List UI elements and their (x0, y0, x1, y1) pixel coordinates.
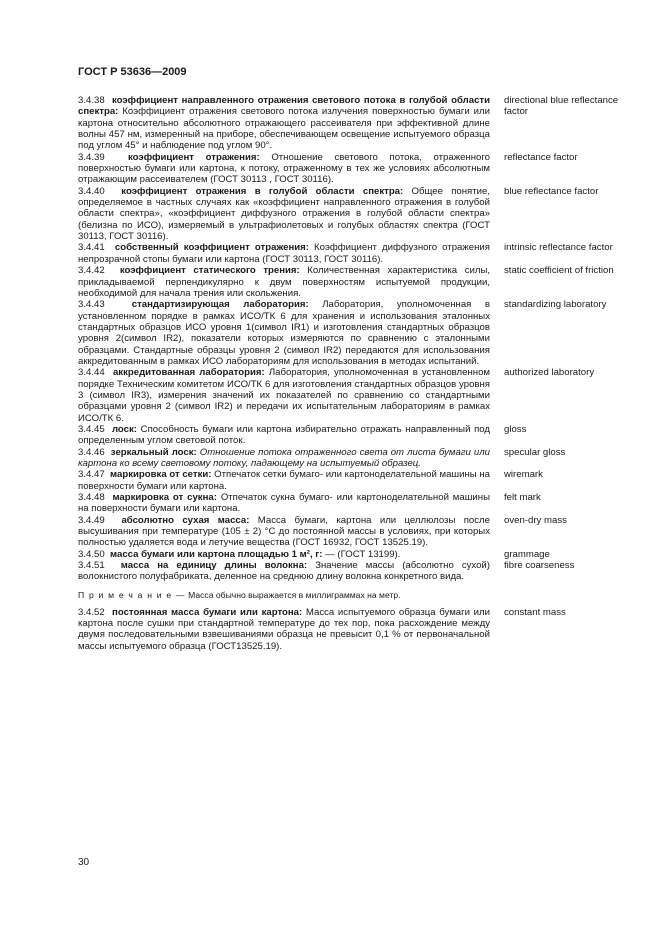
term-entry (78, 560, 628, 583)
term-number: 3.4.42 (78, 265, 105, 277)
english-equivalent: wiremark (504, 469, 543, 481)
term-entry (78, 447, 628, 470)
english-equivalent: reflectance factor (504, 151, 578, 163)
term-number: 3.4.50 (78, 548, 105, 560)
english-equivalent: standardizing laboratory (504, 299, 607, 311)
english-equivalent: static coefficient of friction (504, 265, 614, 277)
term-entry (78, 186, 628, 243)
term-definition (78, 152, 490, 186)
english-equivalent: constant mass (504, 606, 566, 618)
definition-text: Коэффициент отражения светового потока излучения поверхностью бумаги или картона относительно абсолютного отражающего рассеивателя при эффективной длине волны 457 нм, измеренный на приборе, обеспечивающем освещение испытуемого образца под углом 45° и наблюдение под углом 90°. (78, 106, 490, 152)
entries-group (78, 95, 628, 583)
term-number: 3.4.51 (78, 560, 105, 572)
term-name: зеркальный лоск: (110, 446, 197, 458)
definition-text: Общее понятие, определяемое в частных случаях как «коэффициент направленного отражения в голубой области спектра», «коэффициент диффузного отражения в голубой области спектра» (белизна по ИСО), измеряемый в ультрафиолетовых и голубых областях спектра (ГОСТ 30113, ГОСТ 30116). (78, 185, 490, 243)
term-definition (78, 299, 490, 367)
term-entry (78, 469, 628, 492)
term-name: стандартизирующая лаборатория: (131, 299, 309, 311)
term-name: коэффициент направленного отражения светового потока в голубой области спектра: (78, 95, 490, 118)
term-entry (78, 367, 628, 424)
term-number: 3.4.40 (78, 185, 105, 197)
english-equivalent: grammage (504, 548, 550, 560)
english-equivalent: directional blue reflectance factor (504, 95, 619, 118)
terms-list (78, 95, 628, 652)
english-equivalent: oven-dry mass (504, 514, 567, 526)
english-equivalent: felt mark (504, 492, 541, 504)
term-definition (78, 607, 490, 652)
definition-text: Отпечаток сукна бумаго- или картоноделательной машины на поверхности бумаги или картона. (78, 492, 490, 515)
term-entry (78, 95, 628, 152)
definition-text: Масса бумаги, картона или целлюлозы после высушивания при температуре (105 ± 2) °С до постоянной массы в условиях, при которых полностью удаляется вода и летучие вещества (ГОСТ 16932, ГОСТ 13525.19). (78, 514, 490, 549)
term-name: коэффициент отражения в голубой области спектра: (121, 185, 404, 197)
definition-text: Отношение светового потока, отраженного поверхностью бумаги или картона, к потоку, отраженному в тех же условиях абсолютным отражающим рассеивателем (ГОСТ 30113 , ГОСТ 30116). (78, 151, 491, 186)
note (78, 590, 628, 601)
term-number: 3.4.52 (78, 606, 105, 618)
definition-text: Способность бумаги или картона избирательно отражать направленный под определенным углом световой поток. (78, 423, 490, 447)
term-definition (78, 367, 490, 424)
entries-group (78, 607, 628, 652)
definition-text: Отношение потока отраженного света от листа бумаги или картона ко всему световому потоку, падающему на испытуемый образец. (78, 446, 491, 469)
definition-text: Значение массы (абсолютно сухой) волокнистого полуфабриката, деленное на среднюю длину волокна конкретного вида. (78, 560, 490, 583)
english-equivalent: intrinsic reflectance factor (504, 242, 613, 254)
term-name: абсолютно сухая масса: (121, 514, 250, 526)
term-name: лоск: (111, 423, 137, 435)
term-definition (78, 560, 490, 583)
term-entry (78, 607, 628, 652)
term-definition (78, 95, 490, 152)
definition-text: — (ГОСТ 13199). (325, 548, 401, 560)
term-definition (78, 549, 490, 560)
term-number: 3.4.49 (78, 514, 105, 526)
term-number: 3.4.46 (78, 446, 105, 458)
term-number: 3.4.45 (78, 423, 105, 435)
definition-text: Отпечаток сетки бумаго- или картоноделательной машины на поверхности бумаги или картона. (78, 469, 490, 492)
term-number: 3.4.47 (78, 469, 105, 481)
note-text: Масса обычно выражается в миллиграммах на метр. (188, 589, 401, 600)
term-number: 3.4.38 (78, 95, 105, 106)
definition-text: Количественная характеристика силы, прикладываемой перпендикулярно к двум поверхностям испытуемой продукции, необходимой для начала трения или скольжения. (78, 265, 491, 299)
term-number: 3.4.41 (78, 242, 105, 254)
term-name: собственный коэффициент отражения: (114, 242, 309, 254)
term-name: маркировка от сетки: (110, 469, 212, 481)
definition-text: Лаборатория, уполномоченная в установленном порядке Техническим комитетом ИСО/ТК 6 для изготовления стандартных образцов уровня 3 (символ IR3), измерения значений их показателей по сравнению со стандартными образцами уровня 2 (символ IR2) и передачи их испытательным лабораториям в рамках ИСО/ТК 6. (78, 367, 490, 424)
definition-text: Лаборатория, уполномоченная в установленном порядке в рамках ИСО/ТК 6 для хранения и использования эталонных стандартных образцов ИСО уровня 1(символ IR1) и изготовления стандартных образцов уровня 2(символ IR2), показатели которых измеряются по сравнению с эталонными образцами. Стандартные образцы уровня 2 (символ IR2) передаются для использования аккредитованным в рамках ИСО лабораториям для использования в методах испытаний. (78, 299, 490, 367)
term-name: аккредитованная лаборатория: (112, 367, 265, 379)
document-header: ГОСТ Р 53636—2009 (78, 66, 187, 78)
term-name: маркировка от сукна: (112, 492, 217, 504)
term-entry (78, 515, 628, 549)
english-equivalent: blue reflectance factor (504, 185, 599, 197)
term-definition (78, 265, 490, 299)
page-number: 30 (78, 857, 90, 868)
term-definition (78, 515, 490, 549)
term-name: масса на единицу длины волокна: (120, 560, 308, 572)
term-number: 3.4.48 (78, 492, 105, 504)
term-definition (78, 447, 490, 470)
term-name: коэффициент статического трения: (119, 265, 300, 277)
english-equivalent: authorized laboratory (504, 367, 595, 379)
english-equivalent: fibre coarseness (504, 560, 575, 572)
english-equivalent: gloss (504, 423, 527, 435)
definition-text: Коэффициент диффузного отражения непрозрачной стопы бумаги или картона (ГОСТ 30113, ГОСТ 30116). (78, 242, 490, 265)
term-number: 3.4.39 (78, 151, 105, 163)
term-entry (78, 152, 628, 186)
term-name: коэффициент отражения: (127, 151, 260, 163)
term-number: 3.4.44 (78, 367, 105, 379)
term-entry (78, 299, 628, 367)
term-entry (78, 424, 628, 447)
term-entry (78, 242, 628, 265)
english-equivalent: specular gloss (504, 446, 566, 458)
term-entry (78, 492, 628, 515)
definition-text: Масса испытуемого образца бумаги или картона после сушки при стандартной температуре до тех пор, пока расхождение между двумя последовательными взвешиваниями образца не превысит 0,1 % от первоначальной массы испытуемого образца (ГОСТ13525.19). (78, 606, 490, 652)
term-number: 3.4.43 (78, 299, 105, 311)
term-entry (78, 549, 628, 560)
term-definition (78, 424, 490, 447)
term-definition (78, 186, 490, 243)
term-name: масса бумаги или картона площадью 1 м², г: (110, 548, 323, 560)
term-definition (78, 492, 490, 515)
term-definition (78, 242, 490, 265)
term-definition (78, 469, 490, 492)
term-name: постоянная масса бумаги или картона: (112, 606, 303, 618)
term-entry (78, 265, 628, 299)
note-prefix: П р и м е ч а н и е — (78, 589, 186, 600)
